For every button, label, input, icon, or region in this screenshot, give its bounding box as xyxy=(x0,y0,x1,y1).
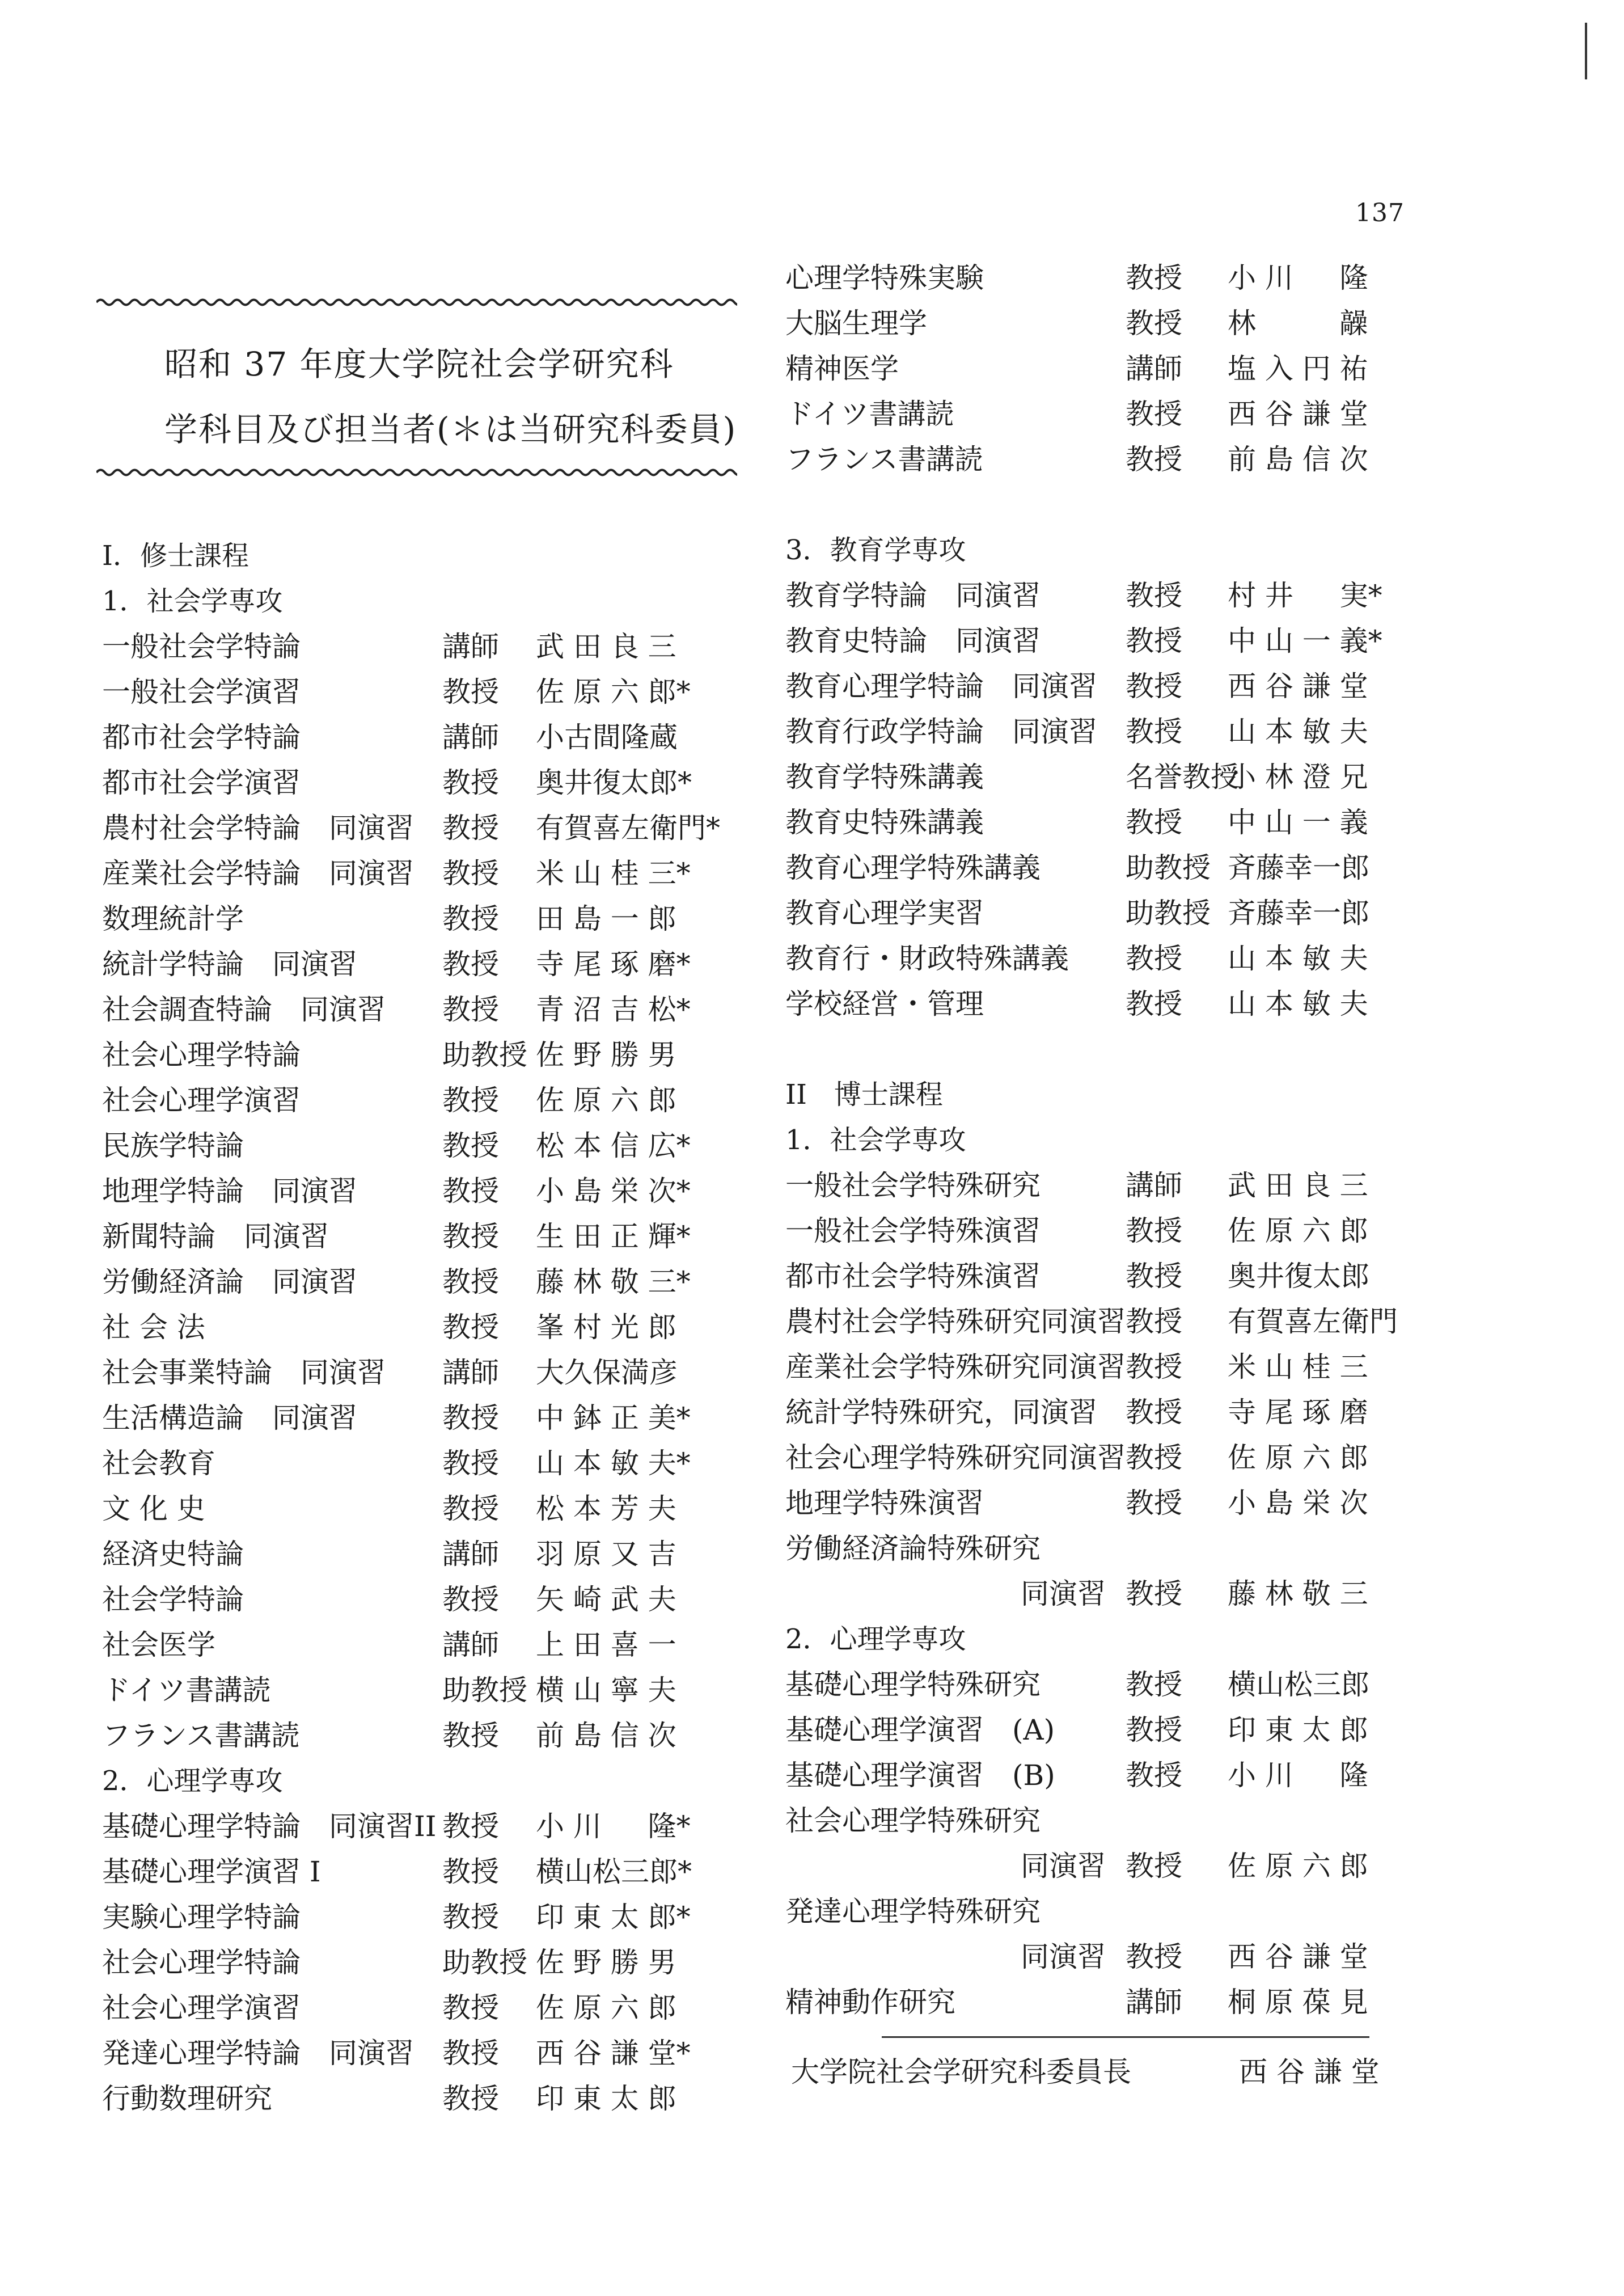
right-column xyxy=(785,255,1420,2095)
instructor-rank: 教授 xyxy=(442,1719,499,1752)
course-subject: 労働経済論特殊研究 xyxy=(785,1532,1041,1565)
section-heading: II 博士課程 xyxy=(785,1079,943,1111)
instructor-rank: 教授 xyxy=(1126,398,1182,430)
instructor-name: 佐 原 六 郎 xyxy=(536,1084,676,1117)
course-continuation: 同演習 xyxy=(1021,1577,1106,1610)
course-row xyxy=(785,800,1420,845)
course-row xyxy=(102,1486,748,1531)
instructor-name: 小 島 栄 次* xyxy=(536,1175,691,1208)
course-subject: 行動数理研究 xyxy=(102,2082,272,2115)
instructor-name: 西 谷 謙 堂 xyxy=(1228,1940,1368,1973)
instructor-rank: 教授 xyxy=(1126,806,1182,839)
instructor-rank: 教授 xyxy=(442,1583,499,1616)
course-row xyxy=(102,1622,748,1668)
course-row xyxy=(102,2031,748,2076)
course-row xyxy=(785,437,1420,482)
course-row xyxy=(785,845,1420,890)
instructor-rank: 講師 xyxy=(442,1628,499,1661)
course-row xyxy=(102,1577,748,1622)
course-subject: 社会調査特論 同演習 xyxy=(102,993,386,1026)
course-row xyxy=(785,1798,1420,1843)
course-subject: 産業社会学特論 同演習 xyxy=(102,857,414,890)
instructor-rank: 教授 xyxy=(442,1402,499,1434)
instructor-name: 中 山 一 義 xyxy=(1228,806,1368,839)
course-continuation: 同演習 xyxy=(1021,1850,1106,1883)
instructor-name: 横山松三郎* xyxy=(536,1855,692,1888)
course-row xyxy=(785,1662,1420,1707)
course-row xyxy=(102,1531,748,1577)
course-subject: 精神動作研究 xyxy=(785,1986,955,2019)
course-subject: 教育史特論 同演習 xyxy=(785,624,1041,657)
course-subject: 心理学特殊実験 xyxy=(785,261,984,294)
instructor-name: 山 本 敏 夫 xyxy=(1228,942,1368,975)
instructor-name: 矢 崎 武 夫 xyxy=(536,1583,676,1616)
course-subject: 教育心理学実習 xyxy=(785,897,984,930)
instructor-rank: 助教授 xyxy=(442,1946,527,1979)
course-subject: 教育心理学特殊講義 xyxy=(785,851,1041,884)
instructor-name: 小 川 隆* xyxy=(536,1810,691,1843)
course-row xyxy=(785,1344,1420,1390)
course-row xyxy=(785,936,1420,981)
course-row xyxy=(102,1668,748,1713)
instructor-name: 西 谷 謙 堂 xyxy=(1228,670,1368,703)
course-row xyxy=(785,1889,1420,1934)
course-row xyxy=(102,942,748,987)
instructor-rank: 教授 xyxy=(442,1991,499,2024)
course-subject: 社 会 法 xyxy=(102,1311,205,1344)
instructor-rank: 教授 xyxy=(1126,1713,1182,1746)
course-row xyxy=(785,890,1420,936)
instructor-name: 横 山 寧 夫 xyxy=(536,1674,676,1707)
instructor-rank: 講師 xyxy=(1126,1986,1182,2019)
instructor-rank: 教授 xyxy=(442,993,499,1026)
instructor-name: 桐 原 葆 見 xyxy=(1228,1986,1368,2019)
course-subject: 教育心理学特論 同演習 xyxy=(785,670,1097,703)
instructor-name: 印 東 太 郎 xyxy=(536,2082,676,2115)
instructor-name: 寺 尾 琢 磨 xyxy=(1228,1396,1368,1429)
instructor-name: 横山松三郎 xyxy=(1228,1668,1369,1701)
course-subject: 民族学特論 xyxy=(102,1129,244,1162)
footer-divider xyxy=(882,2036,1369,2038)
course-row xyxy=(785,1843,1420,1889)
course-subject: 社会医学 xyxy=(102,1628,215,1661)
course-row xyxy=(785,1480,1420,1526)
course-row xyxy=(785,1753,1420,1798)
section-heading: 2．心理学専攻 xyxy=(785,1623,966,1655)
course-row xyxy=(785,391,1420,437)
course-row xyxy=(102,1123,748,1168)
course-row xyxy=(785,709,1420,754)
instructor-rank: 教授 xyxy=(1126,1759,1182,1792)
instructor-rank: 教授 xyxy=(1126,307,1182,340)
instructor-name: 奥井復太郎* xyxy=(536,766,692,799)
instructor-rank: 教授 xyxy=(442,857,499,890)
instructor-rank: 教授 xyxy=(442,1447,499,1480)
course-subject: 一般社会学演習 xyxy=(102,676,301,708)
instructor-rank: 教授 xyxy=(1126,987,1182,1020)
instructor-rank: 教授 xyxy=(1126,1441,1182,1474)
instructor-rank: 教授 xyxy=(1126,715,1182,748)
instructor-name: 佐 原 六 郎 xyxy=(1228,1214,1368,1247)
instructor-rank: 助教授 xyxy=(1126,851,1211,884)
committee-chair-person: 西 谷 謙 堂 xyxy=(1239,2056,1380,2088)
instructor-name: 佐 野 勝 男 xyxy=(536,1039,676,1071)
instructor-rank: 教授 xyxy=(1126,1487,1182,1520)
instructor-rank: 教授 xyxy=(442,1311,499,1344)
course-subject: 教育行政学特論 同演習 xyxy=(785,715,1097,748)
instructor-name: 林 髞 xyxy=(1228,307,1368,340)
course-subject: 地理学特論 同演習 xyxy=(102,1175,357,1208)
course-row xyxy=(102,624,748,669)
course-subject: 基礎心理学演習 I xyxy=(102,1855,321,1888)
course-subject: 教育学特殊講義 xyxy=(785,761,984,794)
instructor-rank: 教授 xyxy=(1126,579,1182,612)
instructor-rank: 教授 xyxy=(442,1129,499,1162)
instructor-name: 佐 野 勝 男 xyxy=(536,1946,676,1979)
instructor-rank: 教授 xyxy=(1126,1668,1182,1701)
instructor-name: 山 本 敏 夫 xyxy=(1228,715,1368,748)
course-subject: 発達心理学特論 同演習 xyxy=(102,2037,414,2070)
course-row xyxy=(102,1441,748,1486)
instructor-name: 山 本 敏 夫* xyxy=(536,1447,691,1480)
instructor-name: 佐 原 六 郎 xyxy=(1228,1441,1368,1474)
page-title-line-2: 学科目及び担当者(＊は当研究科委員) xyxy=(164,410,737,449)
course-row xyxy=(102,1940,748,1985)
instructor-rank: 教授 xyxy=(442,2037,499,2070)
instructor-name: 有賀喜左衛門* xyxy=(536,812,720,845)
instructor-rank: 教授 xyxy=(1126,443,1182,476)
instructor-rank: 教授 xyxy=(1126,1305,1182,1338)
instructor-rank: 教授 xyxy=(1126,670,1182,703)
instructor-name: 小古間隆蔵 xyxy=(536,721,678,754)
instructor-rank: 教授 xyxy=(1126,624,1182,657)
instructor-name: 藤 林 敬 三 xyxy=(1228,1577,1368,1610)
course-row xyxy=(102,1985,748,2031)
instructor-name: 田 島 一 郎 xyxy=(536,902,676,935)
instructor-name: 松 本 信 広* xyxy=(536,1129,691,1162)
course-subject: 地理学特殊演習 xyxy=(785,1487,984,1520)
instructor-rank: 教授 xyxy=(442,1175,499,1208)
instructor-rank: 教授 xyxy=(1126,1350,1182,1383)
course-subject: ドイツ書講読 xyxy=(785,398,954,430)
instructor-name: 青 沼 吉 松* xyxy=(536,993,691,1026)
instructor-rank: 教授 xyxy=(1126,1214,1182,1247)
instructor-name: 小 川 隆 xyxy=(1228,1759,1368,1792)
course-continuation: 同演習 xyxy=(1021,1940,1106,1973)
wavy-rule-top xyxy=(96,295,737,310)
course-subject: 学校経営・管理 xyxy=(785,987,984,1020)
course-row xyxy=(785,1390,1420,1435)
course-subject: 都市社会学特殊演習 xyxy=(785,1260,1041,1293)
instructor-name: 佐 原 六 郎 xyxy=(536,1991,676,2024)
instructor-rank: 講師 xyxy=(442,1356,499,1389)
course-row xyxy=(102,2076,748,2121)
instructor-name: 奥井復太郎 xyxy=(1228,1260,1369,1293)
course-row xyxy=(785,573,1420,618)
committee-chair-row xyxy=(785,2049,1420,2095)
course-subject: 数理統計学 xyxy=(102,902,244,935)
instructor-rank: 教授 xyxy=(442,948,499,981)
course-subject: 都市社会学特論 xyxy=(102,721,301,754)
course-subject: 農村社会学特論 同演習 xyxy=(102,812,414,845)
course-subject: 基礎心理学特殊研究 xyxy=(785,1668,1041,1701)
spacer xyxy=(785,1027,1420,1072)
instructor-name: 上 田 喜 一 xyxy=(536,1628,676,1661)
instructor-name: 藤 林 敬 三* xyxy=(536,1265,691,1298)
course-row xyxy=(102,1395,748,1441)
instructor-rank: 講師 xyxy=(442,721,499,754)
course-subject: 大脳生理学 xyxy=(785,307,927,340)
course-subject: 発達心理学特殊研究 xyxy=(785,1895,1041,1928)
title-block xyxy=(96,295,737,482)
instructor-rank: 教授 xyxy=(1126,1577,1182,1610)
course-row xyxy=(102,1032,748,1078)
instructor-rank: 教授 xyxy=(442,1901,499,1934)
course-subject: フランス書講読 xyxy=(785,443,983,476)
course-subject: 実験心理学特論 xyxy=(102,1901,301,1934)
instructor-rank: 教授 xyxy=(1126,1260,1182,1293)
course-row xyxy=(785,255,1420,301)
instructor-rank: 教授 xyxy=(442,2082,499,2115)
course-row xyxy=(102,1894,748,1940)
instructor-rank: 教授 xyxy=(442,1220,499,1253)
course-row xyxy=(102,1214,748,1259)
instructor-name: 中 山 一 義* xyxy=(1228,624,1382,657)
instructor-rank: 教授 xyxy=(1126,942,1182,975)
instructor-name: 生 田 正 輝* xyxy=(536,1220,691,1253)
section-heading: I．修士課程 xyxy=(102,540,249,572)
course-subject: 社会教育 xyxy=(102,1447,215,1480)
instructor-name: 小 林 澄 兄 xyxy=(1228,761,1368,794)
course-subject: 教育史特殊講義 xyxy=(785,806,984,839)
course-row xyxy=(785,1435,1420,1480)
course-subject: 経済史特論 xyxy=(102,1538,244,1571)
course-row xyxy=(785,1163,1420,1208)
instructor-rank: 教授 xyxy=(442,1265,499,1298)
course-subject: 社会学特論 xyxy=(102,1583,244,1616)
course-row xyxy=(102,715,748,760)
instructor-name: 峯 村 光 郎 xyxy=(536,1311,676,1344)
instructor-name: 松 本 芳 夫 xyxy=(536,1492,676,1525)
course-subject: 教育学特論 同演習 xyxy=(785,579,1041,612)
course-subject: 労働経済論 同演習 xyxy=(102,1265,357,1298)
instructor-name: 寺 尾 琢 磨* xyxy=(536,948,691,981)
left-column xyxy=(102,533,748,2121)
section-heading: 2．心理学専攻 xyxy=(102,1765,283,1797)
course-row xyxy=(102,1713,748,1758)
instructor-name: 前 島 信 次 xyxy=(536,1719,676,1752)
instructor-name: 斉藤幸一郎 xyxy=(1228,851,1369,884)
instructor-name: 印 東 太 郎* xyxy=(536,1901,691,1934)
course-row xyxy=(785,1253,1420,1299)
instructor-rank: 教授 xyxy=(442,1084,499,1117)
instructor-rank: 教授 xyxy=(442,1492,499,1525)
instructor-name: 小 川 隆 xyxy=(1228,261,1368,294)
instructor-rank: 教授 xyxy=(442,1810,499,1843)
course-row xyxy=(785,981,1420,1027)
course-row xyxy=(102,1350,748,1395)
course-subject: 文 化 史 xyxy=(102,1492,205,1525)
instructor-rank: 教授 xyxy=(442,766,499,799)
course-subject: 社会心理学演習 xyxy=(102,1084,301,1117)
instructor-name: 村 井 実* xyxy=(1228,579,1382,612)
instructor-rank: 講師 xyxy=(442,630,499,663)
course-row xyxy=(785,1707,1420,1753)
instructor-name: 有賀喜左衛門 xyxy=(1228,1305,1398,1338)
instructor-rank: 助教授 xyxy=(442,1674,527,1707)
course-subject: 新聞特論 同演習 xyxy=(102,1220,329,1253)
course-row xyxy=(102,1078,748,1123)
instructor-rank: 講師 xyxy=(1126,1169,1182,1202)
course-subject: ドイツ書講読 xyxy=(102,1674,271,1707)
section-heading: 3．教育学専攻 xyxy=(785,534,966,566)
page-number: 137 xyxy=(1355,199,1405,227)
course-subject: 基礎心理学特論 同演習II xyxy=(102,1810,437,1843)
committee-chair-label: 大学院社会学研究科委員長 xyxy=(791,2056,1131,2088)
instructor-name: 前 島 信 次 xyxy=(1228,443,1368,476)
section-heading: 1．社会学専攻 xyxy=(102,585,283,617)
course-subject: 基礎心理学演習 (A) xyxy=(785,1713,1055,1746)
course-row xyxy=(785,754,1420,800)
course-row xyxy=(102,851,748,896)
instructor-name: 米 山 桂 三* xyxy=(536,857,691,890)
section-heading: 1．社会学専攻 xyxy=(785,1124,966,1156)
instructor-name: 山 本 敏 夫 xyxy=(1228,987,1368,1020)
course-row xyxy=(102,1849,748,1894)
instructor-rank: 講師 xyxy=(442,1538,499,1571)
instructor-name: 西 谷 謙 堂 xyxy=(1228,398,1368,430)
course-subject: 社会心理学特殊研究同演習 xyxy=(785,1441,1126,1474)
course-row xyxy=(785,1571,1420,1617)
instructor-rank: 教授 xyxy=(442,902,499,935)
spacer xyxy=(785,482,1420,527)
course-row xyxy=(785,301,1420,346)
course-subject: 都市社会学演習 xyxy=(102,766,301,799)
course-subject: 社会事業特論 同演習 xyxy=(102,1356,386,1389)
instructor-rank: 教授 xyxy=(1126,261,1182,294)
course-row xyxy=(785,1299,1420,1344)
instructor-rank: 教授 xyxy=(442,676,499,708)
course-row xyxy=(785,1526,1420,1571)
course-row xyxy=(102,1259,748,1305)
course-subject: 一般社会学特殊演習 xyxy=(785,1214,1041,1247)
course-subject: フランス書講読 xyxy=(102,1719,300,1752)
instructor-rank: 助教授 xyxy=(1126,897,1211,930)
right-column-rows xyxy=(785,255,1420,2025)
course-row xyxy=(785,618,1420,664)
wavy-rule-bottom xyxy=(96,465,737,480)
instructor-name: 大久保満彦 xyxy=(536,1356,678,1389)
instructor-name: 佐 原 六 郎* xyxy=(536,676,691,708)
course-subject: 精神医学 xyxy=(785,352,899,385)
course-row xyxy=(102,805,748,851)
instructor-rank: 教授 xyxy=(1126,1850,1182,1883)
instructor-rank: 教授 xyxy=(442,812,499,845)
course-row xyxy=(785,1934,1420,1980)
instructor-name: 小 島 栄 次 xyxy=(1228,1487,1368,1520)
course-subject: 産業社会学特殊研究同演習 xyxy=(785,1350,1126,1383)
course-subject: 農村社会学特殊研究同演習 xyxy=(785,1305,1126,1338)
instructor-name: 斉藤幸一郎 xyxy=(1228,897,1369,930)
course-subject: 基礎心理学演習 (B) xyxy=(785,1759,1055,1792)
course-subject: 社会心理学特論 xyxy=(102,1946,301,1979)
instructor-rank: 教授 xyxy=(1126,1396,1182,1429)
course-subject: 一般社会学特論 xyxy=(102,630,301,663)
course-subject: 社会心理学特論 xyxy=(102,1039,301,1071)
course-subject: 社会心理学演習 xyxy=(102,1991,301,2024)
instructor-name: 中 鉢 正 美* xyxy=(536,1402,691,1434)
instructor-name: 印 東 太 郎 xyxy=(1228,1713,1368,1746)
instructor-rank: 教授 xyxy=(442,1855,499,1888)
instructor-name: 武 田 良 三 xyxy=(1228,1169,1368,1202)
course-row xyxy=(785,1208,1420,1253)
course-subject: 教育行・財政特殊講義 xyxy=(785,942,1069,975)
instructor-rank: 名誉教授 xyxy=(1126,761,1239,794)
page-edge-mark xyxy=(1585,23,1587,79)
course-row xyxy=(102,760,748,805)
instructor-name: 佐 原 六 郎 xyxy=(1228,1850,1368,1883)
course-row xyxy=(102,896,748,942)
instructor-name: 武 田 良 三 xyxy=(536,630,676,663)
course-row xyxy=(785,664,1420,709)
instructor-name: 羽 原 又 吉 xyxy=(536,1538,676,1571)
page-title-line-1: 昭和 37 年度大学院社会学研究科 xyxy=(164,345,674,383)
course-row xyxy=(102,987,748,1032)
course-subject: 生活構造論 同演習 xyxy=(102,1402,357,1434)
instructor-rank: 教授 xyxy=(1126,1940,1182,1973)
instructor-name: 米 山 桂 三 xyxy=(1228,1350,1368,1383)
course-row xyxy=(785,1980,1420,2025)
course-subject: 社会心理学特殊研究 xyxy=(785,1804,1041,1837)
course-row xyxy=(102,1804,748,1849)
course-subject: 一般社会学特殊研究 xyxy=(785,1169,1041,1202)
course-subject: 統計学特論 同演習 xyxy=(102,948,357,981)
course-subject: 統計学特殊研究，同演習 xyxy=(785,1396,1097,1429)
instructor-name: 西 谷 謙 堂* xyxy=(536,2037,691,2070)
instructor-name: 塩 入 円 祐 xyxy=(1228,352,1368,385)
instructor-rank: 助教授 xyxy=(442,1039,527,1071)
course-row xyxy=(785,346,1420,391)
instructor-rank: 講師 xyxy=(1126,352,1182,385)
course-row xyxy=(102,1305,748,1350)
course-row xyxy=(102,1168,748,1214)
course-row xyxy=(102,669,748,715)
